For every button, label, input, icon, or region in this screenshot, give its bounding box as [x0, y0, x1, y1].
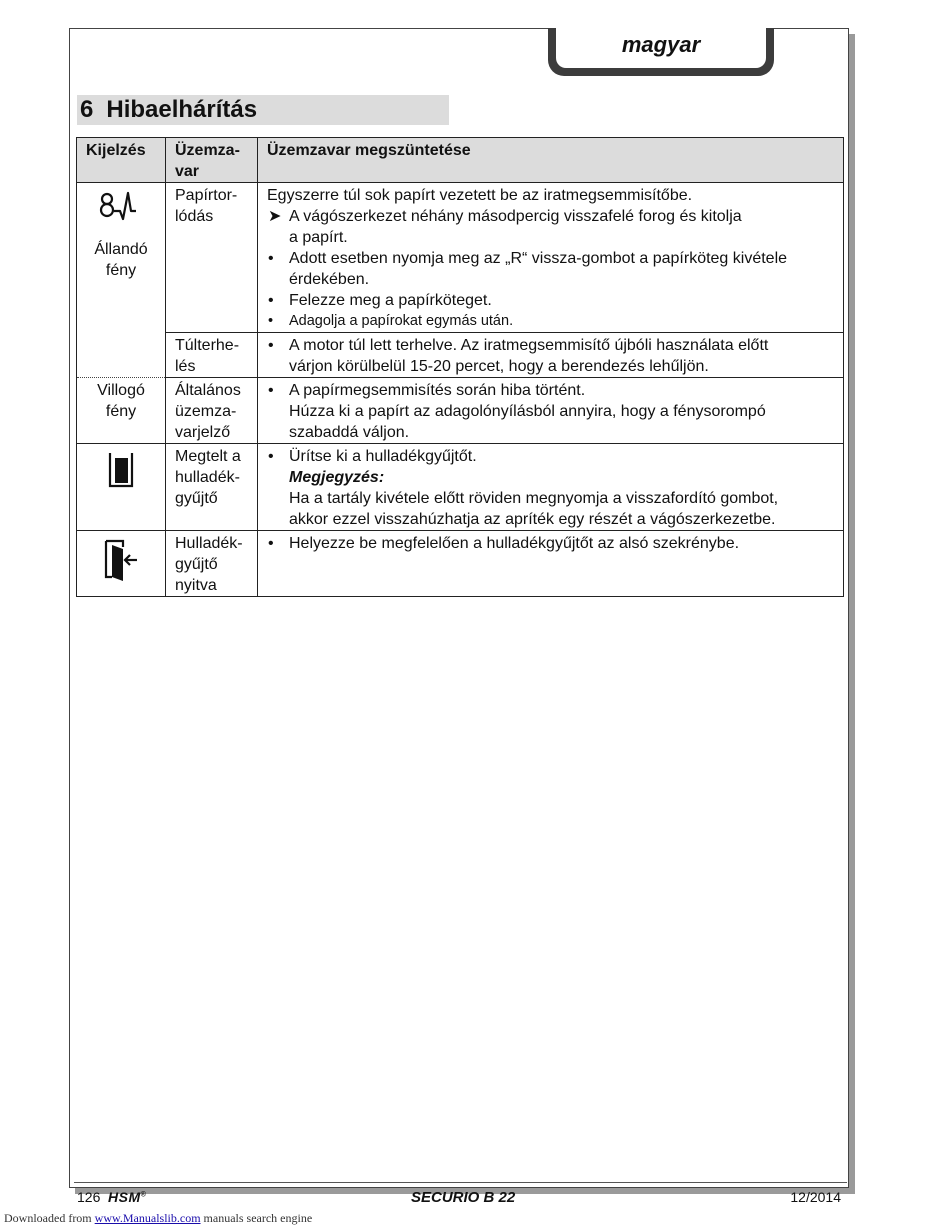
section-title: Hibaelhárítás — [106, 96, 258, 123]
remedy-cell — [258, 183, 844, 333]
remedy-line — [267, 380, 839, 443]
bullet-marker: • — [268, 448, 274, 465]
remedy-cell — [258, 378, 844, 444]
bullet-marker: • — [268, 250, 274, 267]
remedy-text: Adott esetben nyomja meg az „R“ vissza-gombot a papírköteg kivétele érdekében. — [289, 250, 788, 288]
paper-jam-icon — [98, 189, 144, 233]
bullet-marker: • — [268, 292, 274, 309]
header-indicator: Kijelzés — [77, 138, 166, 183]
remedy-text: Ürítse ki a hulladékgyűjtőt. — [289, 448, 477, 465]
model-name: SECURIO B 22 — [411, 1189, 516, 1206]
remedy-text: Adagolja a papírokat egymás után. — [289, 313, 514, 329]
remedy-cell — [258, 333, 844, 378]
remedy-line — [267, 290, 839, 311]
table-header-row — [77, 138, 844, 183]
note-heading: Megjegyzés: — [289, 469, 385, 486]
bin-door-open-icon — [101, 537, 141, 583]
remedy-text: A motor túl lett terhelve. Az iratmegsemmisítő újbóli használata előtt várjon körülbelül 15-20 percet, hogy a berendezés lehűljön. — [289, 337, 769, 375]
bullet-marker: • — [268, 382, 274, 399]
page-footer — [77, 1189, 843, 1207]
fault-general: Általános üzemza- varjelző — [166, 378, 258, 444]
document-date: 12/2014 — [790, 1189, 841, 1205]
download-prefix: Downloaded from — [4, 1211, 95, 1225]
arrow-marker: ➤ — [268, 208, 282, 225]
remedy-line — [267, 335, 839, 377]
header-fault: Üzemza- var — [166, 138, 258, 183]
fault-overload: Túlterhe- lés — [166, 333, 258, 378]
bullet-marker: • — [268, 313, 274, 329]
table-row — [77, 378, 844, 444]
brand-mark: ® — [140, 1191, 147, 1199]
remedy-text: Helyezze be megfelelően a hulladékgyűjtőt az alsó szekrénybe. — [289, 535, 740, 552]
remedy-text: A papírmegsemmisítés során hiba történt. Húzza ki a papírt az adagolónyílásból annyira, hogy a fénysorompó szabaddá váljon. — [289, 382, 766, 441]
remedy-line — [267, 446, 839, 467]
table-row — [77, 444, 844, 531]
download-suffix: manuals search engine — [200, 1211, 313, 1225]
fault-paper-jam: Papírtor- lódás — [166, 183, 258, 333]
remedy-line — [267, 311, 839, 332]
header-remedy: Üzemzavar megszüntetése — [258, 138, 844, 183]
brand-text: HSM — [108, 1189, 141, 1205]
fault-bin-open: Hulladék- gyűjtő nyitva — [166, 531, 258, 597]
bullet-marker: • — [268, 337, 274, 354]
remedy-text: A vágószerkezet néhány másodpercig visszafelé forog és kitolja a papírt. — [289, 208, 742, 246]
remedy-cell — [258, 444, 844, 531]
section-number: 6 — [80, 96, 94, 123]
troubleshooting-table — [76, 137, 844, 597]
download-note — [4, 1211, 312, 1226]
indicator-state-steady: Állandó fény — [94, 241, 148, 279]
remedy-text: Felezze meg a papírköteget. — [289, 292, 492, 309]
footer-divider — [74, 1182, 847, 1183]
indicator-cell — [77, 531, 166, 597]
table-row — [77, 183, 844, 333]
page-number: 126 — [77, 1189, 101, 1205]
remedy-line — [267, 248, 839, 290]
bin-full-icon — [106, 450, 136, 490]
language-label: magyar — [556, 28, 766, 68]
indicator-cell — [77, 444, 166, 531]
fault-bin-full: Megtelt a hulladék- gyűjtő — [166, 444, 258, 531]
table-row — [77, 531, 844, 597]
brand-logo — [108, 1189, 146, 1205]
section-heading — [77, 95, 449, 125]
note-text: Ha a tartály kivétele előtt röviden megnyomja a visszafordító gombot, akkor ezzel visszahúzhatja az apríték egy részét a vágószerkezetbe. — [289, 490, 779, 528]
manualslib-link[interactable]: www.Manualslib.com — [94, 1211, 201, 1225]
indicator-cell — [77, 183, 166, 378]
bullet-marker: • — [268, 535, 274, 552]
indicator-state-flashing: Villogó fény — [97, 382, 145, 420]
indicator-cell — [77, 378, 166, 444]
table-row — [77, 333, 844, 378]
remedy-line — [267, 533, 839, 554]
remedy-cell — [258, 531, 844, 597]
remedy-line — [267, 206, 839, 248]
remedy-line: Egyszerre túl sok papírt vezetett be az iratmegsemmisítőbe. — [267, 187, 693, 204]
